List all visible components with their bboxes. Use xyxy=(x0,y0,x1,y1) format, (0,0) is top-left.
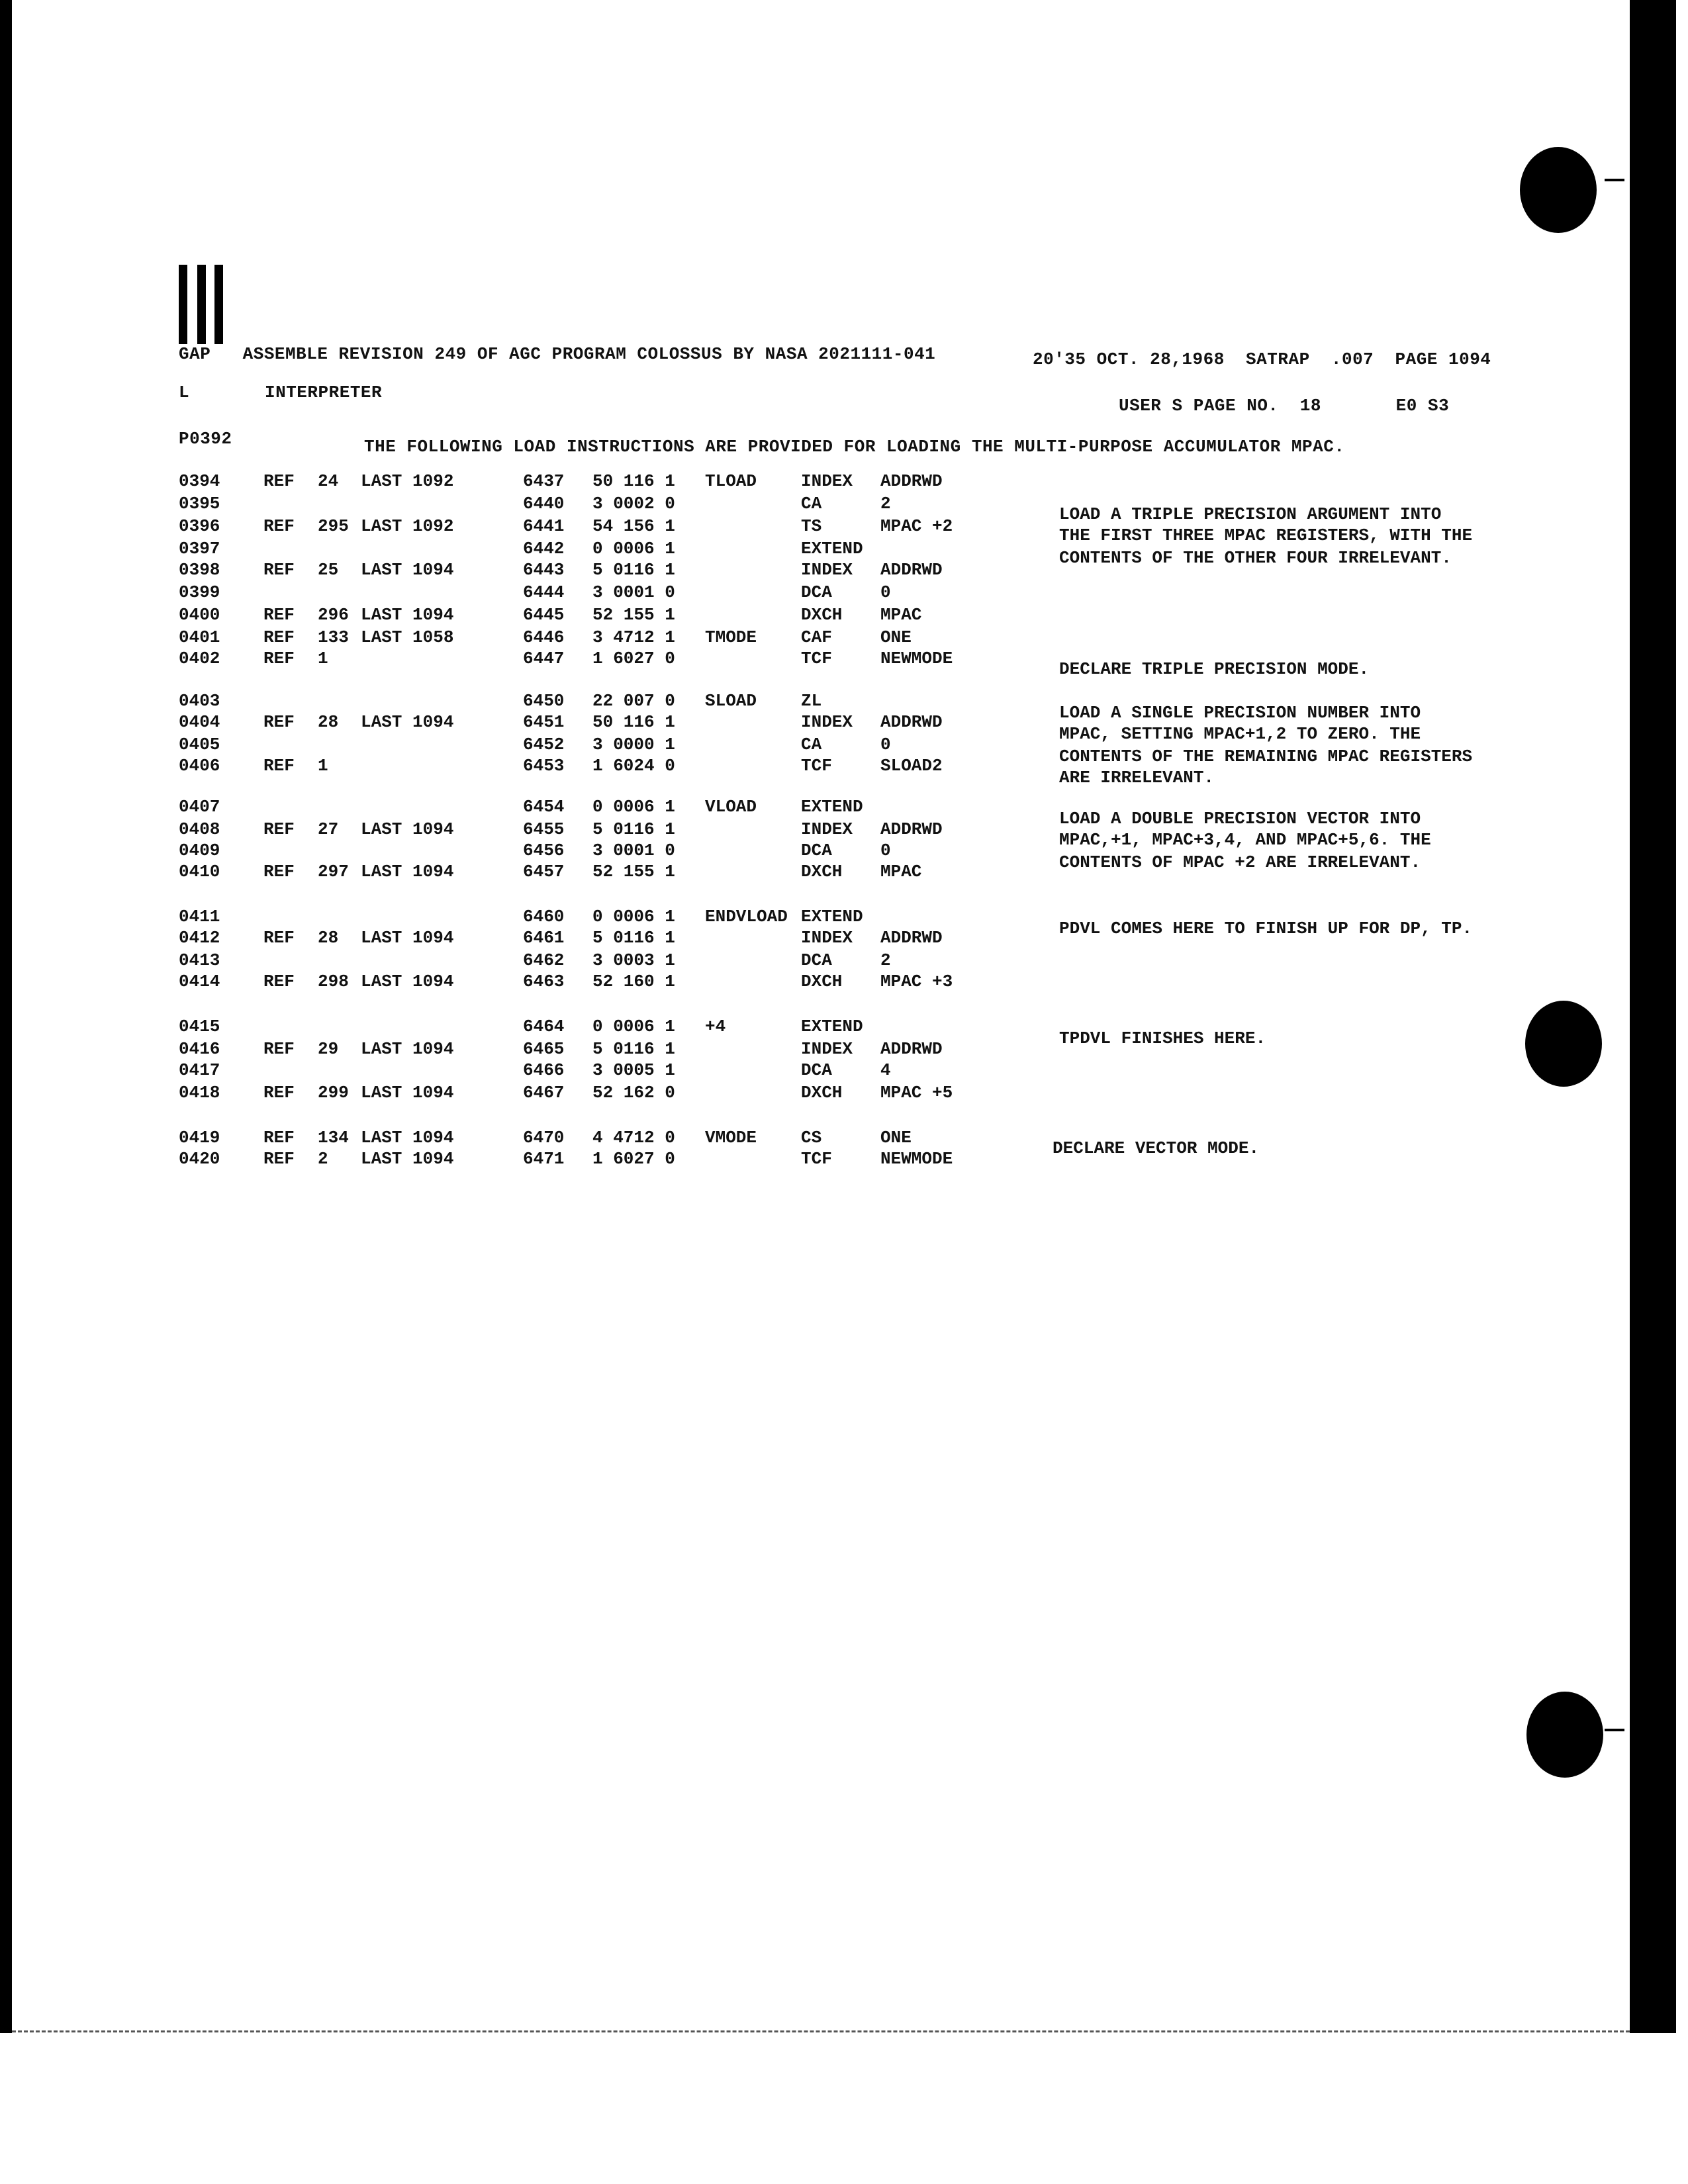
cell-code: 3 0005 1 xyxy=(592,1060,675,1080)
margin-mark xyxy=(214,265,223,344)
cell-op: INDEX xyxy=(801,712,853,732)
cell-operand: ADDRWD xyxy=(880,1039,943,1059)
cell-addr: 6471 xyxy=(523,1149,565,1169)
cell-addr: 6460 xyxy=(523,907,565,927)
user-page-number: USER S PAGE NO. 18 E0 S3 xyxy=(1119,396,1450,416)
cell-op: CA xyxy=(801,494,822,514)
margin-mark xyxy=(179,265,187,344)
cell-op: DCA xyxy=(801,841,832,860)
cell-num: 0399 xyxy=(179,582,220,602)
cell-operand: 2 xyxy=(880,494,891,514)
cell-num: 0400 xyxy=(179,605,220,625)
cell-ref: REF xyxy=(263,1039,295,1059)
cell-op: INDEX xyxy=(801,471,853,491)
cell-operand: 0 xyxy=(880,841,891,860)
cell-code: 3 0002 0 xyxy=(592,494,675,514)
cell-addr: 6440 xyxy=(523,494,565,514)
cell-op: TCF xyxy=(801,756,832,776)
cell-num: 0398 xyxy=(179,560,220,580)
cell-refn: 25 xyxy=(318,560,339,580)
perforation-line xyxy=(12,2030,1630,2032)
comment-line: LOAD A TRIPLE PRECISION ARGUMENT INTO xyxy=(1059,504,1442,524)
cell-addr: 6457 xyxy=(523,862,565,882)
cell-ref: REF xyxy=(263,1128,295,1148)
punch-tick xyxy=(1605,179,1624,181)
comment-line: MPAC,+1, MPAC+3,4, AND MPAC+5,6. THE xyxy=(1059,830,1431,850)
cell-operand: MPAC xyxy=(880,862,922,882)
cell-op: INDEX xyxy=(801,928,853,948)
cell-op: CA xyxy=(801,735,822,754)
cell-op: TS xyxy=(801,516,822,536)
punch-hole xyxy=(1525,1001,1602,1087)
cell-refn: 28 xyxy=(318,712,339,732)
cell-last: LAST 1094 xyxy=(361,1083,454,1103)
cell-operand: 2 xyxy=(880,950,891,970)
cell-code: 5 0116 1 xyxy=(592,560,675,580)
cell-code: 3 0003 1 xyxy=(592,950,675,970)
cell-num: 0406 xyxy=(179,756,220,776)
cell-addr: 6456 xyxy=(523,841,565,860)
cell-num: 0397 xyxy=(179,539,220,559)
cell-refn: 133 xyxy=(318,627,349,647)
cell-refn: 28 xyxy=(318,928,339,948)
cell-addr: 6452 xyxy=(523,735,565,754)
cell-operand: ONE xyxy=(880,1128,912,1148)
cell-code: 0 0006 1 xyxy=(592,797,675,817)
cell-op: DCA xyxy=(801,950,832,970)
margin-mark xyxy=(197,265,206,344)
cell-last: LAST 1094 xyxy=(361,605,454,625)
cell-num: 0404 xyxy=(179,712,220,732)
cell-num: 0420 xyxy=(179,1149,220,1169)
cell-num: 0410 xyxy=(179,862,220,882)
cell-op: INDEX xyxy=(801,819,853,839)
cell-ref: REF xyxy=(263,756,295,776)
cell-op: DXCH xyxy=(801,605,843,625)
cell-num: 0408 xyxy=(179,819,220,839)
cell-num: 0417 xyxy=(179,1060,220,1080)
cell-op: EXTEND xyxy=(801,797,863,817)
cell-label: ENDVLOAD xyxy=(705,907,788,927)
cell-op: EXTEND xyxy=(801,1017,863,1036)
cell-operand: ADDRWD xyxy=(880,928,943,948)
cell-ref: REF xyxy=(263,627,295,647)
cell-addr: 6462 xyxy=(523,950,565,970)
cell-num: 0395 xyxy=(179,494,220,514)
cell-code: 22 007 0 xyxy=(592,691,675,711)
cell-num: 0412 xyxy=(179,928,220,948)
comment-line: DECLARE TRIPLE PRECISION MODE. xyxy=(1059,659,1370,679)
cell-op: DCA xyxy=(801,582,832,602)
cell-code: 5 0116 1 xyxy=(592,1039,675,1059)
cell-last: LAST 1094 xyxy=(361,712,454,732)
cell-addr: 6437 xyxy=(523,471,565,491)
cell-num: 0405 xyxy=(179,735,220,754)
cell-operand: NEWMODE xyxy=(880,649,953,668)
cell-code: 52 162 0 xyxy=(592,1083,675,1103)
cell-last: LAST 1092 xyxy=(361,516,454,536)
cell-op: TCF xyxy=(801,649,832,668)
cell-refn: 27 xyxy=(318,819,339,839)
cell-operand: 0 xyxy=(880,735,891,754)
cell-addr: 6451 xyxy=(523,712,565,732)
cell-num: 0396 xyxy=(179,516,220,536)
scan-edge-left xyxy=(0,0,12,2033)
cell-operand: MPAC +3 xyxy=(880,972,953,991)
cell-code: 1 6027 0 xyxy=(592,649,675,668)
cell-op: CAF xyxy=(801,627,832,647)
cell-op: DCA xyxy=(801,1060,832,1080)
cell-operand: ADDRWD xyxy=(880,712,943,732)
comment-line: LOAD A DOUBLE PRECISION VECTOR INTO xyxy=(1059,809,1421,829)
cell-last: LAST 1094 xyxy=(361,1149,454,1169)
cell-addr: 6445 xyxy=(523,605,565,625)
cell-ref: REF xyxy=(263,471,295,491)
cell-operand: SLOAD2 xyxy=(880,756,943,776)
cell-label: VMODE xyxy=(705,1128,757,1148)
cell-num: 0411 xyxy=(179,907,220,927)
scan-edge-right xyxy=(1630,0,1676,2033)
cell-label: +4 xyxy=(705,1017,726,1036)
cell-addr: 6447 xyxy=(523,649,565,668)
comment-line: PDVL COMES HERE TO FINISH UP FOR DP, TP. xyxy=(1059,919,1473,938)
cell-code: 5 0116 1 xyxy=(592,819,675,839)
cell-refn: 296 xyxy=(318,605,349,625)
cell-code: 50 116 1 xyxy=(592,712,675,732)
cell-code: 52 155 1 xyxy=(592,862,675,882)
cell-code: 1 6027 0 xyxy=(592,1149,675,1169)
comment-line: TPDVL FINISHES HERE. xyxy=(1059,1028,1266,1048)
cell-op: DXCH xyxy=(801,862,843,882)
cell-last: LAST 1094 xyxy=(361,928,454,948)
cell-operand: MPAC +2 xyxy=(880,516,953,536)
comment-line: ARE IRRELEVANT. xyxy=(1059,768,1215,788)
cell-label: SLOAD xyxy=(705,691,757,711)
cell-operand: ONE xyxy=(880,627,912,647)
cell-num: 0414 xyxy=(179,972,220,991)
cell-refn: 297 xyxy=(318,862,349,882)
cell-operand: MPAC +5 xyxy=(880,1083,953,1103)
comment-line: THE FIRST THREE MPAC REGISTERS, WITH THE xyxy=(1059,525,1473,545)
cell-operand: NEWMODE xyxy=(880,1149,953,1169)
cell-ref: REF xyxy=(263,972,295,991)
cell-num: 0413 xyxy=(179,950,220,970)
cell-num: 0403 xyxy=(179,691,220,711)
section-title: INTERPRETER xyxy=(265,383,383,402)
cell-num: 0401 xyxy=(179,627,220,647)
cell-code: 4 4712 0 xyxy=(592,1128,675,1148)
cell-operand: ADDRWD xyxy=(880,819,943,839)
cell-label: TMODE xyxy=(705,627,757,647)
cell-op: DXCH xyxy=(801,972,843,991)
cell-code: 3 0000 1 xyxy=(592,735,675,754)
cell-addr: 6455 xyxy=(523,819,565,839)
cell-last: LAST 1094 xyxy=(361,560,454,580)
comment-line: DECLARE VECTOR MODE. xyxy=(1053,1138,1260,1158)
cell-code: 1 6024 0 xyxy=(592,756,675,776)
cell-op: ZL xyxy=(801,691,822,711)
cell-code: 50 116 1 xyxy=(592,471,675,491)
cell-refn: 298 xyxy=(318,972,349,991)
cell-operand: ADDRWD xyxy=(880,471,943,491)
cell-last: LAST 1094 xyxy=(361,862,454,882)
comment-line: CONTENTS OF THE REMAINING MPAC REGISTERS xyxy=(1059,747,1473,766)
cell-code: 52 155 1 xyxy=(592,605,675,625)
cell-addr: 6464 xyxy=(523,1017,565,1036)
cell-op: EXTEND xyxy=(801,907,863,927)
cell-code: 3 0001 0 xyxy=(592,582,675,602)
cell-last: LAST 1058 xyxy=(361,627,454,647)
cell-operand: 0 xyxy=(880,582,891,602)
cell-num: 0402 xyxy=(179,649,220,668)
cell-code: 0 0006 1 xyxy=(592,1017,675,1036)
cell-addr: 6465 xyxy=(523,1039,565,1059)
cell-last: LAST 1092 xyxy=(361,471,454,491)
comment-line: MPAC, SETTING MPAC+1,2 TO ZERO. THE xyxy=(1059,724,1421,744)
cell-refn: 2 xyxy=(318,1149,328,1169)
cell-ref: REF xyxy=(263,712,295,732)
cell-ref: REF xyxy=(263,862,295,882)
cell-refn: 1 xyxy=(318,649,328,668)
cell-num: 0394 xyxy=(179,471,220,491)
cell-ref: REF xyxy=(263,819,295,839)
cell-code: 52 160 1 xyxy=(592,972,675,991)
cell-code: 5 0116 1 xyxy=(592,928,675,948)
cell-code: 3 4712 1 xyxy=(592,627,675,647)
header-listing-flag: L xyxy=(179,383,190,402)
cell-ref: REF xyxy=(263,1083,295,1103)
cell-code: 54 156 1 xyxy=(592,516,675,536)
cell-operand: MPAC xyxy=(880,605,922,625)
cell-addr: 6467 xyxy=(523,1083,565,1103)
cell-ref: REF xyxy=(263,928,295,948)
cell-refn: 134 xyxy=(318,1128,349,1148)
cell-addr: 6470 xyxy=(523,1128,565,1148)
cell-refn: 29 xyxy=(318,1039,339,1059)
cell-ref: REF xyxy=(263,516,295,536)
cell-addr: 6450 xyxy=(523,691,565,711)
comment-line: CONTENTS OF THE OTHER FOUR IRRELEVANT. xyxy=(1059,548,1452,568)
cell-ref: REF xyxy=(263,1149,295,1169)
cell-op: CS xyxy=(801,1128,822,1148)
cell-num: 0415 xyxy=(179,1017,220,1036)
cell-code: 3 0001 0 xyxy=(592,841,675,860)
cell-op: TCF xyxy=(801,1149,832,1169)
comment-line: CONTENTS OF MPAC +2 ARE IRRELEVANT. xyxy=(1059,852,1421,872)
cell-operand: ADDRWD xyxy=(880,560,943,580)
page-intro: THE FOLLOWING LOAD INSTRUCTIONS ARE PROVIDED FOR LOADING THE MULTI-PURPOSE ACCUMULATOR MPAC. xyxy=(364,437,1345,457)
cell-ref: REF xyxy=(263,605,295,625)
comment-line: LOAD A SINGLE PRECISION NUMBER INTO xyxy=(1059,703,1421,723)
cell-addr: 6443 xyxy=(523,560,565,580)
cell-num: 0419 xyxy=(179,1128,220,1148)
cell-last: LAST 1094 xyxy=(361,972,454,991)
cell-op: INDEX xyxy=(801,560,853,580)
cell-refn: 1 xyxy=(318,756,328,776)
cell-addr: 6444 xyxy=(523,582,565,602)
cell-addr: 6453 xyxy=(523,756,565,776)
header-title: GAP ASSEMBLE REVISION 249 OF AGC PROGRAM COLOSSUS BY NASA 2021111-041 xyxy=(179,344,936,364)
cell-addr: 6466 xyxy=(523,1060,565,1080)
cell-op: INDEX xyxy=(801,1039,853,1059)
cell-operand: 4 xyxy=(880,1060,891,1080)
cell-last: LAST 1094 xyxy=(361,1128,454,1148)
cell-op: EXTEND xyxy=(801,539,863,559)
cell-num: 0416 xyxy=(179,1039,220,1059)
page-id: P0392 xyxy=(179,429,232,449)
cell-addr: 6454 xyxy=(523,797,565,817)
cell-label: VLOAD xyxy=(705,797,757,817)
cell-refn: 24 xyxy=(318,471,339,491)
cell-code: 0 0006 1 xyxy=(592,539,675,559)
cell-addr: 6442 xyxy=(523,539,565,559)
punch-hole xyxy=(1526,1692,1603,1778)
cell-refn: 299 xyxy=(318,1083,349,1103)
cell-addr: 6441 xyxy=(523,516,565,536)
cell-num: 0407 xyxy=(179,797,220,817)
cell-num: 0409 xyxy=(179,841,220,860)
punch-tick xyxy=(1605,1729,1624,1731)
cell-last: LAST 1094 xyxy=(361,819,454,839)
cell-code: 0 0006 1 xyxy=(592,907,675,927)
cell-addr: 6463 xyxy=(523,972,565,991)
cell-num: 0418 xyxy=(179,1083,220,1103)
punch-hole xyxy=(1520,147,1597,233)
cell-ref: REF xyxy=(263,560,295,580)
cell-addr: 6461 xyxy=(523,928,565,948)
cell-last: LAST 1094 xyxy=(361,1039,454,1059)
header-date-page: 20'35 OCT. 28,1968 SATRAP .007 PAGE 1094 xyxy=(1033,349,1491,369)
cell-op: DXCH xyxy=(801,1083,843,1103)
cell-refn: 295 xyxy=(318,516,349,536)
cell-label: TLOAD xyxy=(705,471,757,491)
cell-ref: REF xyxy=(263,649,295,668)
cell-addr: 6446 xyxy=(523,627,565,647)
